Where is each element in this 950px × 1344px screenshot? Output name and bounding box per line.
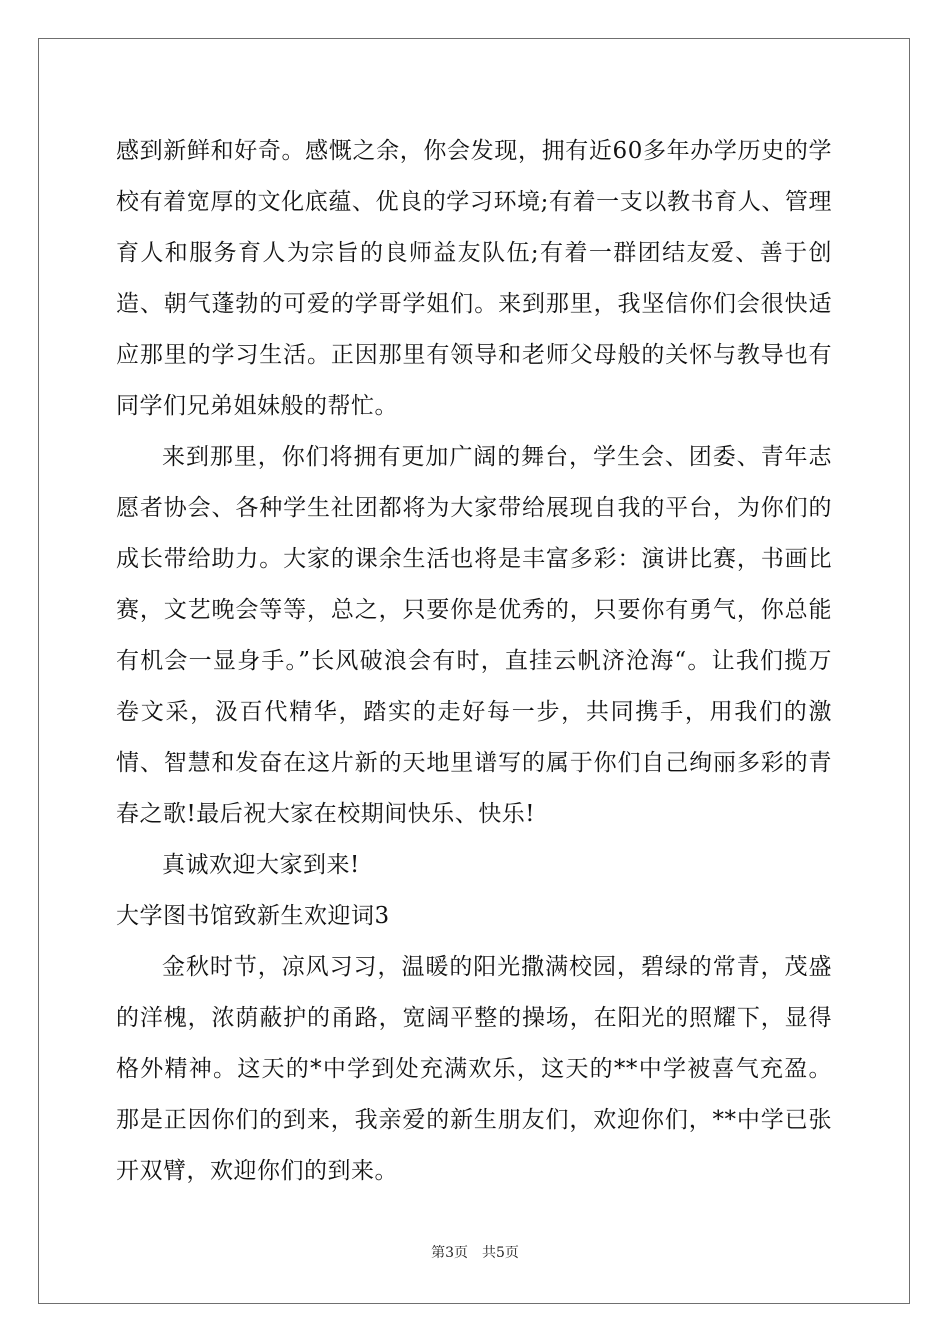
paragraph-4: 金秋时节，凉风习习，温暖的阳光撒满校园，碧绿的常青，茂盛的洋槐，浓荫蔽护的甬路，宽阔平整的操场，在阳光的照耀下，显得格外精神。这天的*中学到处充满欢乐，这天的**中学被喜气充盈。那是正因你们的到来，我亲爱的新生朋友们，欢迎你们，**中学已张开双臂，欢迎你们的到来。 xyxy=(116,954,832,1184)
document-body xyxy=(116,126,832,1197)
page-number-footer: 第3页 共5页 xyxy=(431,1245,519,1261)
paragraph-2: 来到那里，你们将拥有更加广阔的舞台，学生会、团委、青年志愿者协会、各种学生社团都将为大家带给展现自我的平台，为你们的成长带给助力。大家的课余生活也将是丰富多彩：演讲比赛，书画比赛，文艺晚会等等，总之，只要你是优秀的，只要你有勇气，你总能有机会一显身手。”长风破浪会有时，直挂云帆济沧海“。让我们揽万卷文采，汲百代精华，踏实的走好每一步，共同携手，用我们的激情、智慧和发奋在这片新的天地里谱写的属于你们自己绚丽多彩的青春之歌!最后祝大家在校期间快乐、快乐! xyxy=(116,444,832,827)
section-heading: 大学图书馆致新生欢迎词3 xyxy=(116,903,390,929)
paragraph-1: 感到新鲜和好奇。感慨之余，你会发现，拥有近60多年办学历史的学校有着宽厚的文化底蕴、优良的学习环境;有着一支以教书育人、管理育人和服务育人为宗旨的良师益友队伍;有着一群团结友爱、善于创造、朝气蓬勃的可爱的学哥学姐们。来到那里，我坚信你们会很快适应那里的学习生活。正因那里有领导和老师父母般的关怀与教导也有同学们兄弟姐妹般的帮忙。 xyxy=(116,138,832,419)
paragraph-3: 真诚欢迎大家到来! xyxy=(162,852,360,878)
